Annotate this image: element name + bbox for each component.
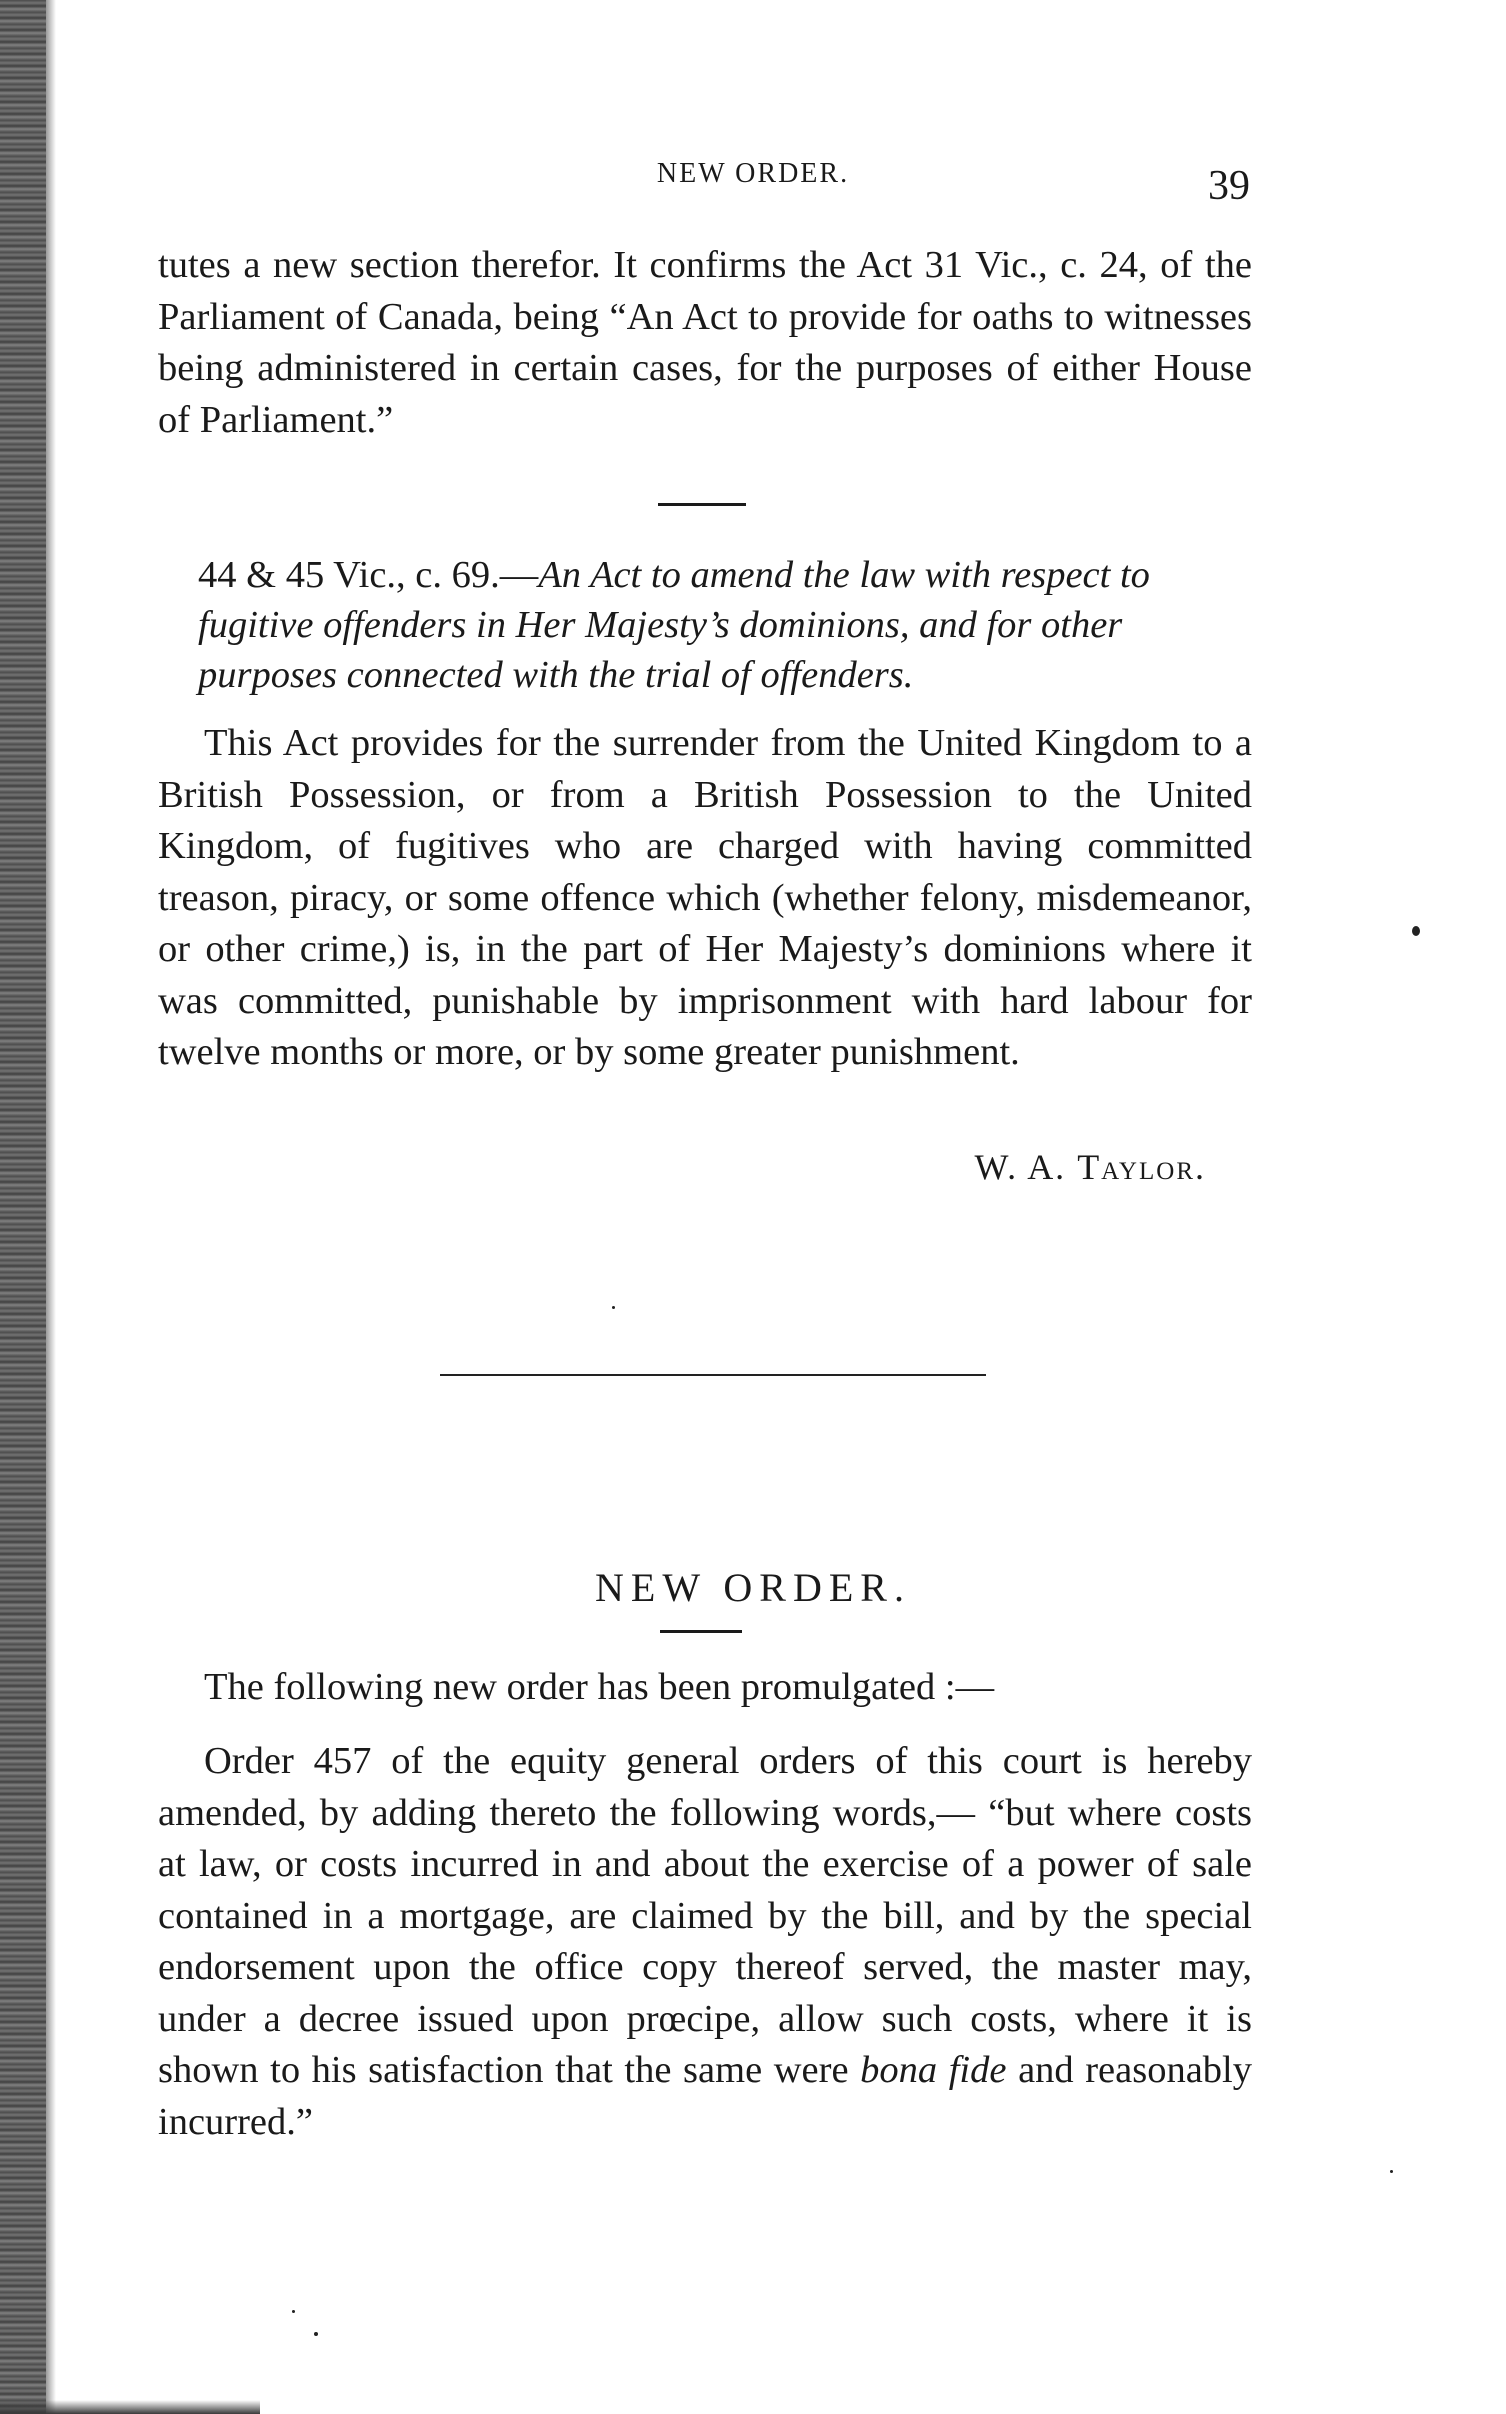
page-bottom-shadow — [0, 2400, 260, 2414]
author-initials: W. A. — [974, 1147, 1067, 1187]
ink-speck — [292, 2310, 295, 2313]
author-surname: Taylor. — [1077, 1147, 1206, 1187]
ink-speck — [1390, 2170, 1393, 2173]
running-head: NEW ORDER. — [656, 158, 850, 189]
order-text-end: and reasonably incurred.” — [158, 2049, 1253, 2143]
book-binding-edge — [0, 0, 46, 2414]
act-title: An Act to amend the law with respect to fugitive offenders in Her Majesty’s dominions, and for other purposes connected with the trial of offenders. — [198, 554, 1150, 696]
act-citation: 44 & 45 Vic., c. 69.— — [198, 554, 539, 596]
new-order-intro: The following new order has been promulgated :— — [204, 1666, 995, 1708]
ink-speck — [612, 1306, 615, 1309]
section-title: NEW ORDER. — [595, 1565, 911, 1610]
binding-shadow — [46, 0, 56, 2414]
order-text-italic: bona fide — [860, 2049, 1007, 2091]
article-end-rule — [440, 1374, 986, 1376]
author-signature — [0, 1146, 1206, 1188]
ink-speck — [1412, 926, 1420, 936]
new-order-paragraph — [158, 1736, 1252, 2148]
act-heading — [198, 550, 1256, 700]
act-summary-paragraph: This Act provides for the surrender from the United Kingdom to a British Possession, or from a British Possession to the United Kingdom, of fugitives who are charged with having committed treason, piracy, or some offence which (whether felony, misdemeanor, or other crime,) is, in the part of Her Majesty’s dominions where it was committed, punishable by imprisonment with hard labour for twelve months or more, or by some greater punishment. — [158, 722, 1252, 1073]
title-underline — [660, 1630, 742, 1633]
order-text-main: Order 457 of the equity general orders of this court is hereby amended, by adding thereto the following words,— “but where costs at law, or costs incurred in and about the exercise of a power of sale contained in a mortgage, are claimed by the bill, and by the special endorsement upon the office copy thereof served, the master may, under a decree issued upon prœcipe, allow such costs, where it is shown to his satisfaction that the same were — [158, 1740, 1252, 2091]
continuation-paragraph: tutes a new section therefor. It confirms the Act 31 Vic., c. 24, of the Parliament of Canada, being “An Act to provide for oaths to witnesses being administered in certain cases, for the purposes of either House of Parliament.” — [158, 244, 1252, 441]
section-divider — [658, 503, 746, 506]
page-number: 39 — [1208, 163, 1250, 209]
ink-speck — [314, 2332, 318, 2336]
